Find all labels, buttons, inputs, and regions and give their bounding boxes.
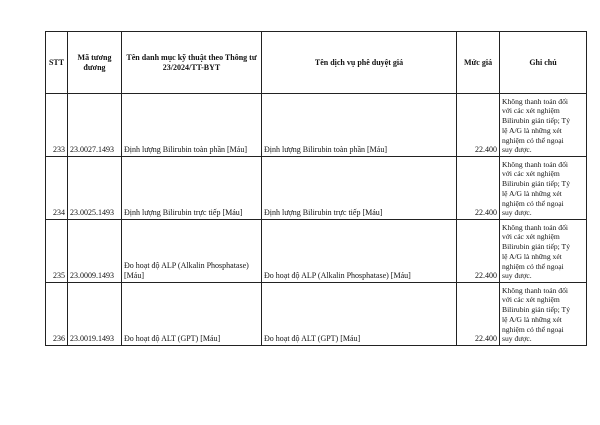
row-stt: 236 — [46, 283, 68, 346]
note-line: Không thanh toán đối — [502, 222, 569, 232]
note-line: Bilirubin gián tiếp; Tỷ — [502, 305, 570, 315]
note-line: suy được. — [502, 208, 532, 218]
row-price: 22.400 — [457, 94, 500, 157]
note-line: lệ A/G là những xét — [502, 251, 562, 261]
note-line: lệ A/G là những xét — [502, 125, 562, 135]
row-note — [500, 220, 587, 283]
row-note — [500, 157, 587, 220]
row-price: 22.400 — [457, 157, 500, 220]
row-service-name: Định lượng Bilirubin trực tiếp [Máu] — [262, 157, 457, 220]
row-stt: 233 — [46, 94, 68, 157]
note-line: suy được. — [502, 271, 532, 281]
note-line: với các xét nghiệm — [502, 232, 560, 242]
note-line: nghiệm có thể ngoại — [502, 324, 564, 334]
note-line: với các xét nghiệm — [502, 106, 560, 116]
note-line: nghiệm có thể ngoại — [502, 135, 564, 145]
header-service-name: Tên dịch vụ phê duyệt giá — [262, 32, 457, 94]
table-row — [46, 94, 587, 157]
row-code: 23.0019.1493 — [68, 283, 122, 346]
note-line: nghiệm có thể ngoại — [502, 261, 564, 271]
header-price: Mức giá — [457, 32, 500, 94]
note-line: lệ A/G là những xét — [502, 314, 562, 324]
table-row — [46, 220, 587, 283]
header-row — [46, 32, 587, 94]
row-note — [500, 283, 587, 346]
note-line: suy được. — [502, 145, 532, 155]
row-service-name: Đo hoạt độ ALP (Alkalin Phosphatase) [Máu] — [262, 220, 457, 283]
price-list-table — [45, 31, 587, 346]
row-price: 22.400 — [457, 220, 500, 283]
row-code: 23.0009.1493 — [68, 220, 122, 283]
row-service-name: Định lượng Bilirubin toàn phần [Máu] — [262, 94, 457, 157]
row-name-circular: Định lượng Bilirubin trực tiếp [Máu] — [122, 157, 262, 220]
header-code: Mã tương đương — [68, 32, 122, 94]
row-code: 23.0027.1493 — [68, 94, 122, 157]
note-line: lệ A/G là những xét — [502, 188, 562, 198]
note-line: với các xét nghiệm — [502, 169, 560, 179]
note-line: Không thanh toán đối — [502, 285, 569, 295]
note-line: nghiệm có thể ngoại — [502, 198, 564, 208]
note-line: Bilirubin gián tiếp; Tỷ — [502, 116, 570, 126]
table-row — [46, 283, 587, 346]
row-stt: 234 — [46, 157, 68, 220]
header-note: Ghi chú — [500, 32, 587, 94]
row-stt: 235 — [46, 220, 68, 283]
row-service-name: Đo hoạt độ ALT (GPT) [Máu] — [262, 283, 457, 346]
note-line: Bilirubin gián tiếp; Tỷ — [502, 242, 570, 252]
header-stt: STT — [46, 32, 68, 94]
row-code: 23.0025.1493 — [68, 157, 122, 220]
row-name-circular: Đo hoạt độ ALP (Alkalin Phosphatase) [Máu] — [122, 220, 262, 283]
row-name-circular: Định lượng Bilirubin toàn phần [Máu] — [122, 94, 262, 157]
note-line: Không thanh toán đối — [502, 96, 569, 106]
row-note — [500, 94, 587, 157]
row-price: 22.400 — [457, 283, 500, 346]
table-row — [46, 157, 587, 220]
header-name-circular: Tên danh mục kỹ thuật theo Thông tư 23/2024/TT-BYT — [122, 32, 262, 94]
note-line: Bilirubin gián tiếp; Tỷ — [502, 179, 570, 189]
note-line: Không thanh toán đối — [502, 159, 569, 169]
note-line: suy được. — [502, 334, 532, 344]
note-line: với các xét nghiệm — [502, 295, 560, 305]
row-name-circular: Đo hoạt độ ALT (GPT) [Máu] — [122, 283, 262, 346]
